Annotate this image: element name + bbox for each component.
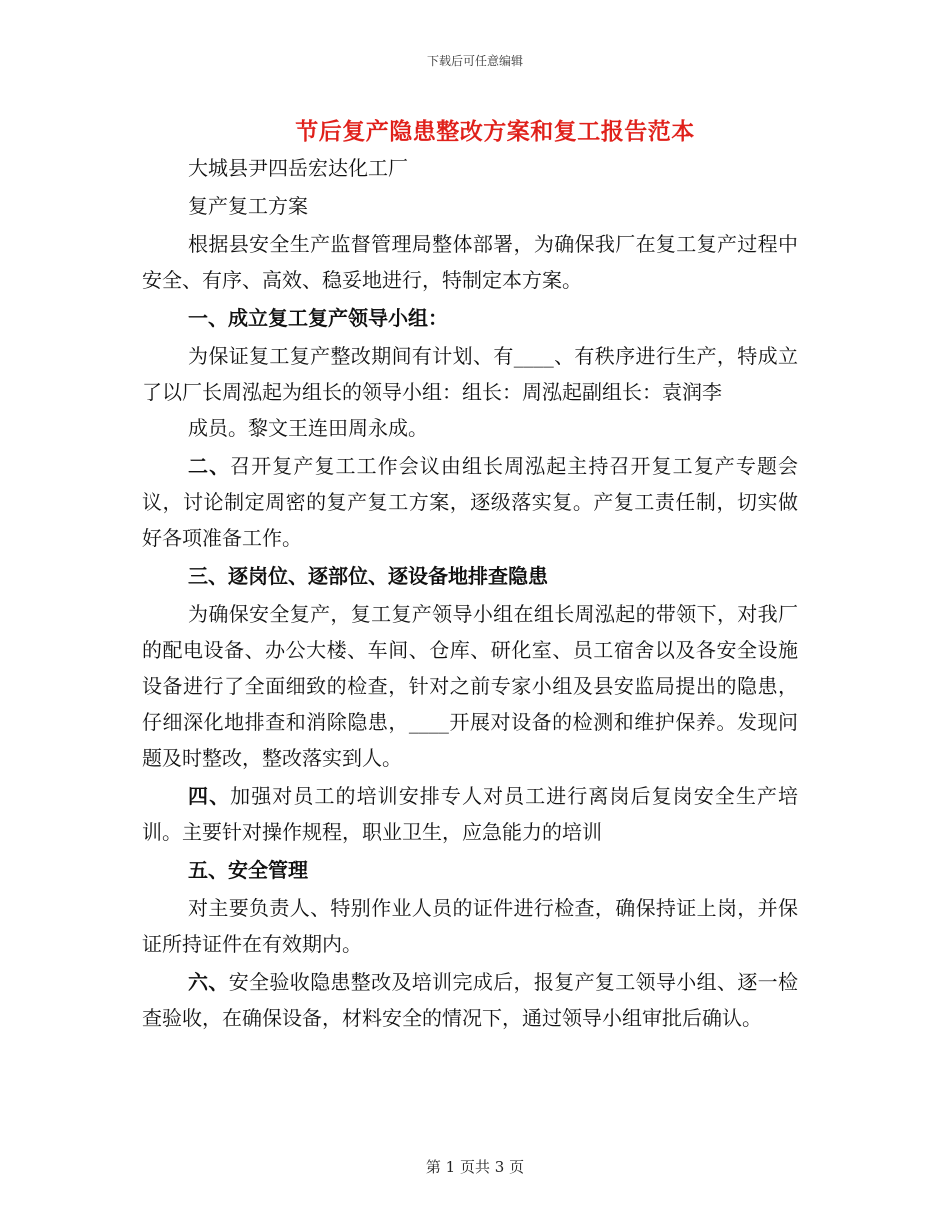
company-name: 大城县尹四岳宏达化工厂 (188, 156, 408, 180)
section-2-text: 召开复产复工工作会议由组长周泓起主持召开复工复产专题会议，讨论制定周密的复产复工方案，逐级落实复。产复工责任制，切实做好各项准备工作。 (142, 454, 799, 550)
section-6-lead: 六、 (188, 970, 229, 994)
section-4-text: 加强对员工的培训安排专人对员工进行离岗后复岗安全生产培训。主要针对操作规程，职业卫生，应急能力的培训 (142, 784, 799, 844)
page-header: 下载后可任意编辑 (426, 54, 523, 68)
page-footer: 第 1 页共 3 页 (425, 1158, 525, 1176)
section-2-lead: 二、 (188, 454, 231, 478)
members-paragraph: 成员。黎文王连田周永成。 (188, 416, 428, 440)
document-body (142, 150, 798, 1036)
plan-heading: 复产复工方案 (188, 194, 308, 218)
section-5-paragraph: 对主要负责人、特别作业人员的证件进行检查，确保持证上岗，并保证所持证件在有效期内。 (142, 896, 798, 956)
section-5-heading: 五、安全管理 (188, 858, 308, 882)
section-1-paragraph: 为保证复工复产整改期间有计划、有____、有秩序进行生产，特成立了以厂长周泓起为组长的领导小组：组长：周泓起副组长：袁润李 (142, 344, 798, 404)
section-6-text: 安全验收隐患整改及培训完成后，报复产复工领导小组、逐一检查验收，在确保设备，材料安全的情况下，通过领导小组审批后确认。 (142, 970, 799, 1030)
document-title: 节后复产隐患整改方案和复工报告范本 (295, 119, 695, 145)
section-3-heading: 三、逐岗位、逐部位、逐设备地排查隐患 (188, 564, 548, 588)
intro-paragraph: 根据县安全生产监督管理局整体部署，为确保我厂在复工复产过程中安全、有序、高效、稳妥地进行，特制定本方案。 (142, 232, 798, 292)
section-4-lead: 四、 (188, 784, 231, 808)
section-4-paragraph (142, 778, 798, 850)
section-3-paragraph: 为确保安全复产，复工复产领导小组在组长周泓起的带领下，对我厂的配电设备、办公大楼、车间、仓库、研化室、员工宿舍以及各安全设施设备进行了全面细致的检查，针对之前专家小组及县安监局提出的隐患，仔细深化地排查和消除隐患，____开展对设备的检测和维护保养。发现问题及时整改，整改落实到人。 (142, 602, 798, 770)
section-1-heading: 一、成立复工复产领导小组： (188, 306, 448, 330)
section-6-paragraph (142, 964, 798, 1036)
section-2-paragraph (142, 448, 798, 556)
